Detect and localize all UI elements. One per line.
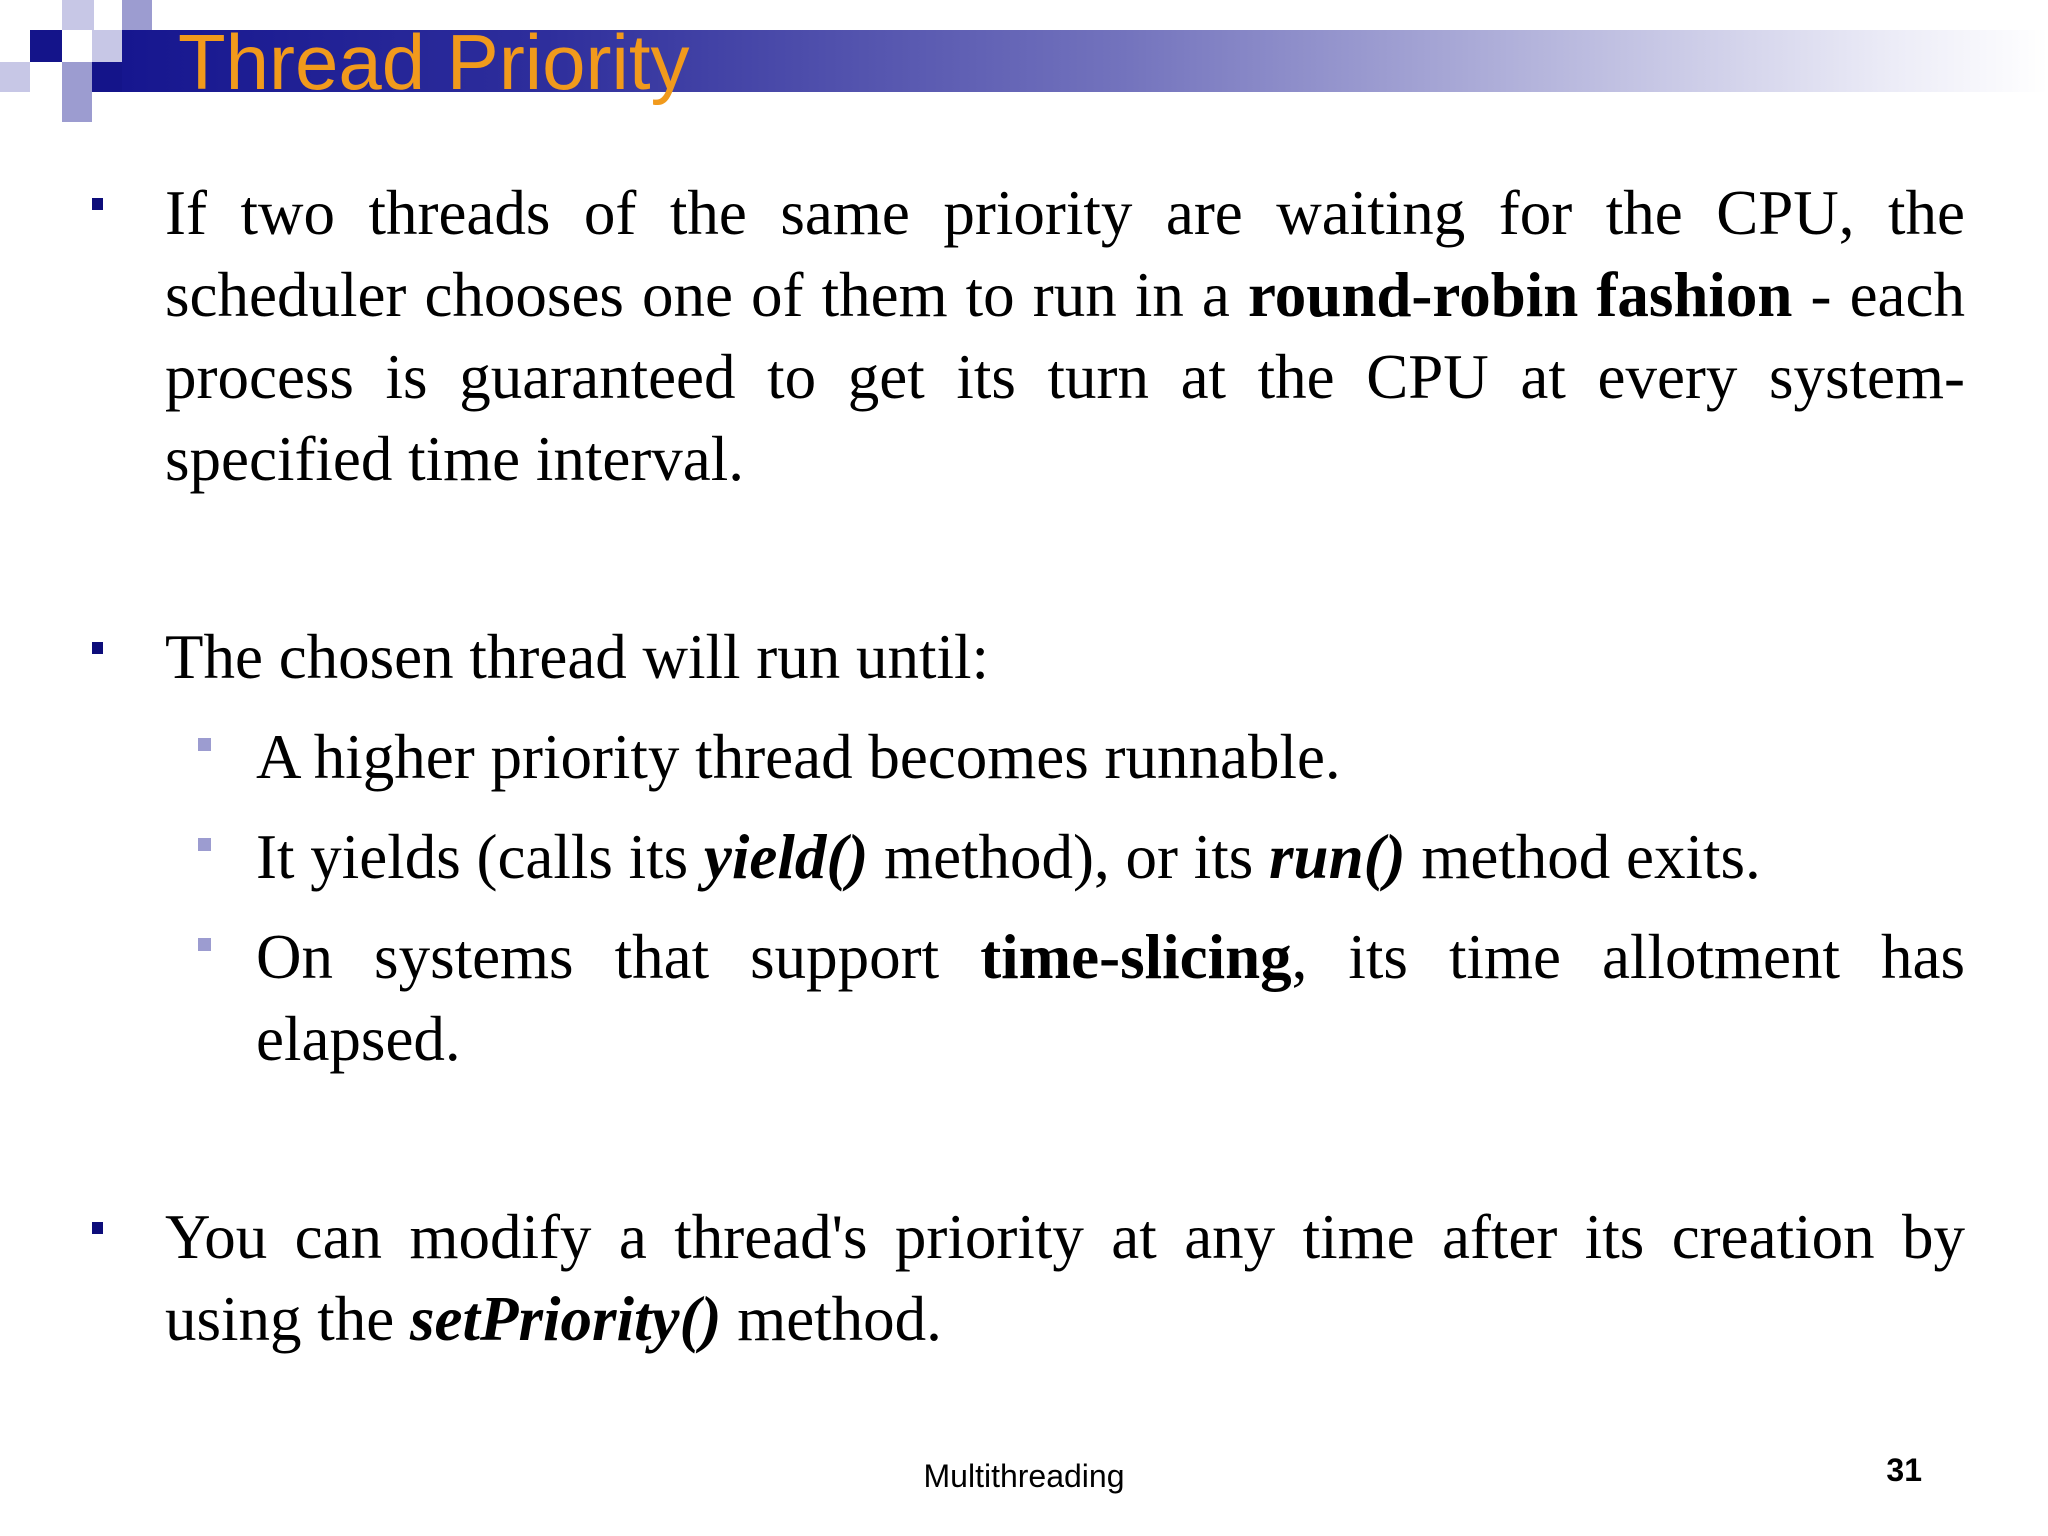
bullet-item-2 <box>165 616 1965 698</box>
subbullet-item-2 <box>256 816 1965 898</box>
bullet-marker <box>92 198 103 210</box>
corner-square-light-3 <box>92 30 122 62</box>
corner-square-light-1 <box>62 0 94 30</box>
bullet-marker <box>92 642 103 654</box>
subbullet-marker <box>198 838 211 851</box>
subbullet-marker <box>198 938 211 951</box>
corner-square-mid-2 <box>122 0 152 30</box>
subbullet-text: It yields (calls its yield() method), or its run() method exits. <box>256 822 1761 892</box>
corner-square-navy-2 <box>92 62 122 92</box>
slide-footer: Multithreading <box>923 1458 1125 1494</box>
subbullet-marker <box>198 738 211 751</box>
corner-square-navy-1 <box>30 30 62 62</box>
corner-square-mid-3 <box>62 92 92 122</box>
subbullet-item-1 <box>256 716 1965 798</box>
page-number: 31 <box>1886 1452 1922 1488</box>
corner-square-light-2 <box>0 62 30 92</box>
corner-square-mid-1 <box>62 62 92 92</box>
bullet-marker <box>92 1222 103 1234</box>
bullet-item-1 <box>165 172 1965 500</box>
subbullet-item-3 <box>256 916 1965 1080</box>
slide-title: Thread Priority <box>178 18 690 106</box>
bullet-text: The chosen thread will run until: <box>165 622 990 692</box>
subbullet-text: On systems that support time-slicing, its time allotment has elapsed. <box>256 922 1965 1074</box>
bullet-text: If two threads of the same priority are waiting for the CPU, the scheduler chooses one of them to run in a round-robin fashion - each process is guaranteed to get its turn at the CPU at every system-specified time interval. <box>165 178 1965 494</box>
bullet-text: You can modify a thread's priority at any time after its creation by using the setPriority() method. <box>165 1202 1965 1354</box>
subbullet-text: A higher priority thread becomes runnable. <box>256 722 1341 792</box>
bullet-item-3 <box>165 1196 1965 1360</box>
